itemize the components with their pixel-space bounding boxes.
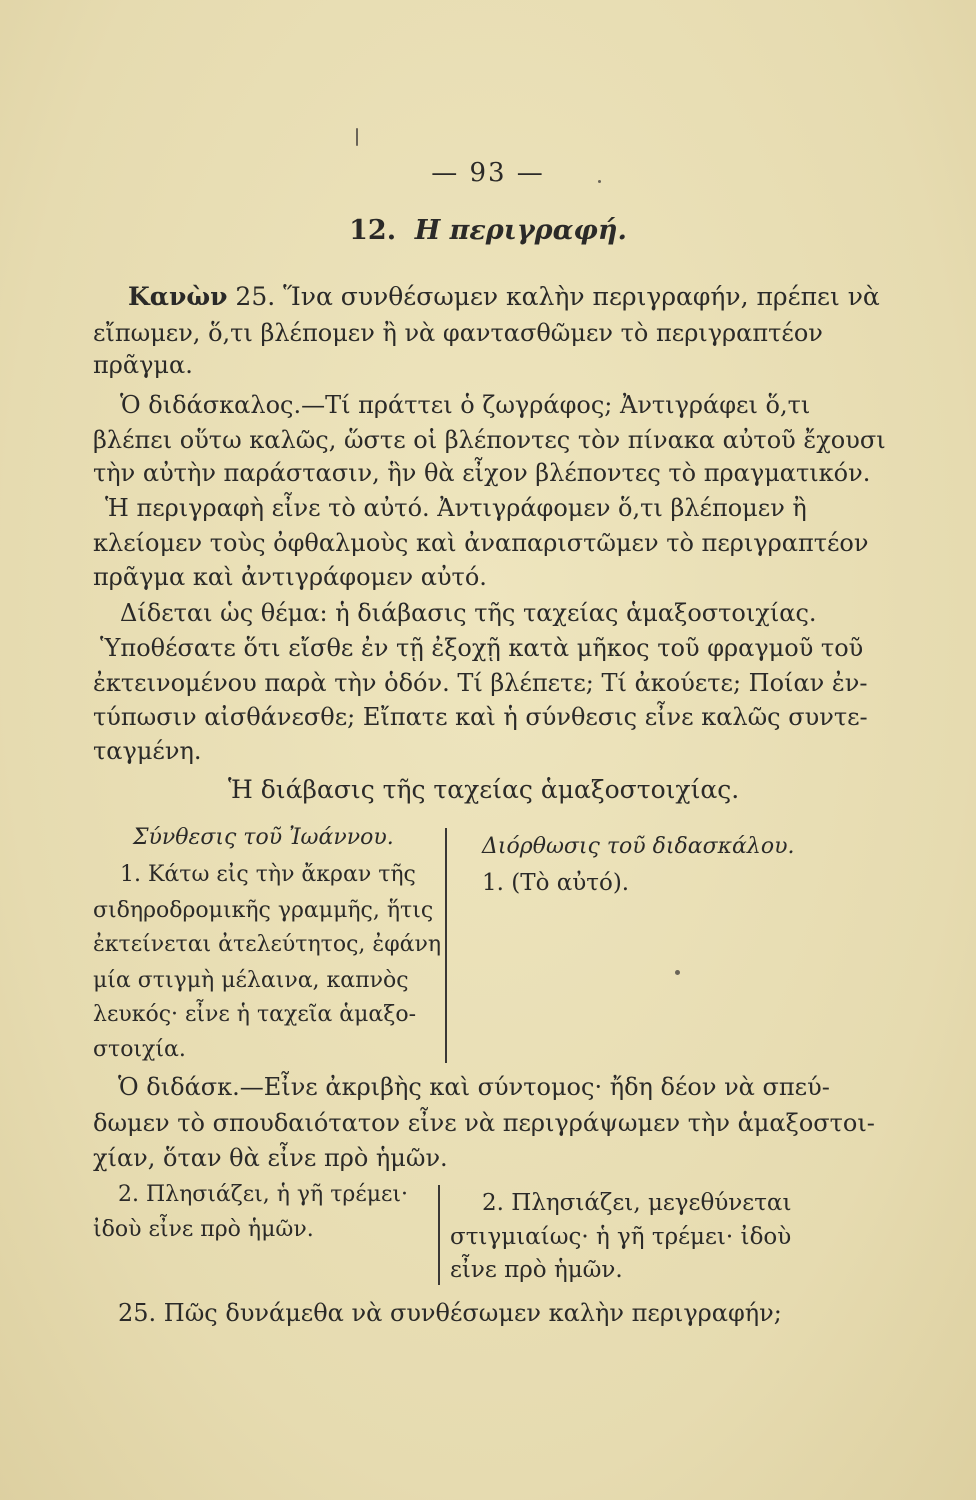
column-divider bbox=[438, 1185, 440, 1285]
paper-speck bbox=[598, 180, 601, 183]
teacher-line: κλείομεν τοὺς ὀφθαλμοὺς καὶ ἀναπαριστῶμεν τὸ περιγραπτέον bbox=[93, 529, 869, 557]
rule-line-2: εἴπωμεν, ὅ,τι βλέπομεν ἢ νὰ φαντασθῶμεν τὸ περιγραπτέον bbox=[93, 319, 823, 347]
teacher-line: Ἡ περιγραφὴ εἶνε τὸ αὐτό. Ἀντιγράφομεν ὅ,τι βλέπομεν ἢ bbox=[105, 494, 807, 522]
teacher-line: βλέπει οὕτω καλῶς, ὥστε οἱ βλέποντες τὸν πίνακα αὐτοῦ ἔχουσι bbox=[93, 426, 886, 454]
teacher-remark-line: Ὁ διδάσκ.—Εἶνε ἀκριβὴς καὶ σύντομος· ἤδη δέον νὰ σπεύ- bbox=[118, 1073, 830, 1101]
paper-speck bbox=[356, 128, 358, 146]
theme-line: τύπωσιν αἰσθάνεσθε; Εἴπατε καὶ ἡ σύνθεσις εἶνε καλῶς συντε- bbox=[93, 703, 868, 731]
section-heading: Η περιγραφή. bbox=[414, 215, 627, 246]
left-item-line: ἰδοὺ εἶνε πρὸ ἡμῶν. bbox=[93, 1217, 314, 1242]
section-title bbox=[0, 215, 976, 246]
section-number: 12. bbox=[349, 215, 397, 246]
theme-line: ἐκτεινομένου παρὰ τὴν ὁδόν. Τί βλέπετε; Τί ἀκούετε; Ποίαν ἐν- bbox=[93, 669, 868, 697]
theme-line: ταγμένη. bbox=[93, 737, 202, 765]
right-item-line: εἶνε πρὸ ἡμῶν. bbox=[450, 1257, 623, 1283]
subheading: Ἡ διάβασις τῆς ταχείας ἁμαξοστοιχίας. bbox=[228, 775, 740, 804]
left-item-line: ἐκτείνεται ἀτελεύτητος, ἐφάνη bbox=[93, 932, 442, 957]
teacher-remark-line: χίαν, ὅταν θὰ εἶνε πρὸ ἡμῶν. bbox=[93, 1144, 448, 1172]
teacher-line: πρᾶγμα καὶ ἀντιγράφομεν αὐτό. bbox=[93, 563, 487, 591]
left-item-line: 2. Πλησιάζει, ἡ γῆ τρέμει· bbox=[118, 1182, 409, 1207]
teacher-line: Ὁ διδάσκαλος.—Τί πράττει ὁ ζωγράφος; Ἀντιγράφει ὅ,τι bbox=[120, 391, 811, 419]
page-number: — 93 — bbox=[431, 158, 545, 188]
teacher-line: τὴν αὐτὴν παράστασιν, ἣν θὰ εἶχον βλέποντες τὸ πραγματικόν. bbox=[93, 459, 871, 487]
right-item-line: 2. Πλησιάζει, μεγεθύνεται bbox=[482, 1190, 792, 1216]
left-item-line: σιδηροδρομικῆς γραμμῆς, ἥτις bbox=[93, 898, 434, 923]
right-item-line: στιγμιαίως· ἡ γῆ τρέμει· ἰδοὺ bbox=[450, 1224, 792, 1250]
review-question: 25. Πῶς δυνάμεθα νὰ συνθέσωμεν καλὴν περιγραφήν; bbox=[118, 1299, 782, 1327]
left-item-line: 1. Κάτω εἰς τὴν ἄκραν τῆς bbox=[120, 862, 416, 887]
teacher-remark-line: δωμεν τὸ σπουδαιότατον εἶνε νὰ περιγράψωμεν τὴν ἁμαξοστοι- bbox=[93, 1109, 875, 1137]
left-column-header: Σύνθεσις τοῦ Ἰωάννου. bbox=[133, 825, 394, 850]
rule-text-1: 25. Ἵνα συνθέσωμεν καλὴν περιγραφήν, πρέπει νὰ bbox=[235, 282, 880, 311]
right-item-line: 1. (Τὸ αὐτό). bbox=[482, 870, 630, 896]
rule-label: Κανὼν bbox=[128, 282, 228, 311]
left-item-line: λευκός· εἶνε ἡ ταχεῖα ἁμαξο- bbox=[93, 1002, 417, 1027]
rule-line-3: πρᾶγμα. bbox=[93, 351, 193, 379]
left-item-line: στοιχία. bbox=[93, 1037, 186, 1062]
column-divider bbox=[445, 828, 447, 1063]
theme-line: Δίδεται ὡς θέμα: ἡ διάβασις τῆς ταχείας ἁμαξοστοιχίας. bbox=[120, 599, 817, 627]
theme-line: Ὑποθέσατε ὅτι εἴσθε ἐν τῇ ἐξοχῇ κατὰ μῆκος τοῦ φραγμοῦ τοῦ bbox=[100, 634, 864, 662]
right-column-header: Διόρθωσις τοῦ διδασκάλου. bbox=[482, 834, 795, 859]
rule-line-1 bbox=[128, 282, 880, 312]
left-item-line: μία στιγμὴ μέλαινα, καπνὸς bbox=[93, 968, 409, 993]
paper-speck bbox=[675, 970, 680, 975]
